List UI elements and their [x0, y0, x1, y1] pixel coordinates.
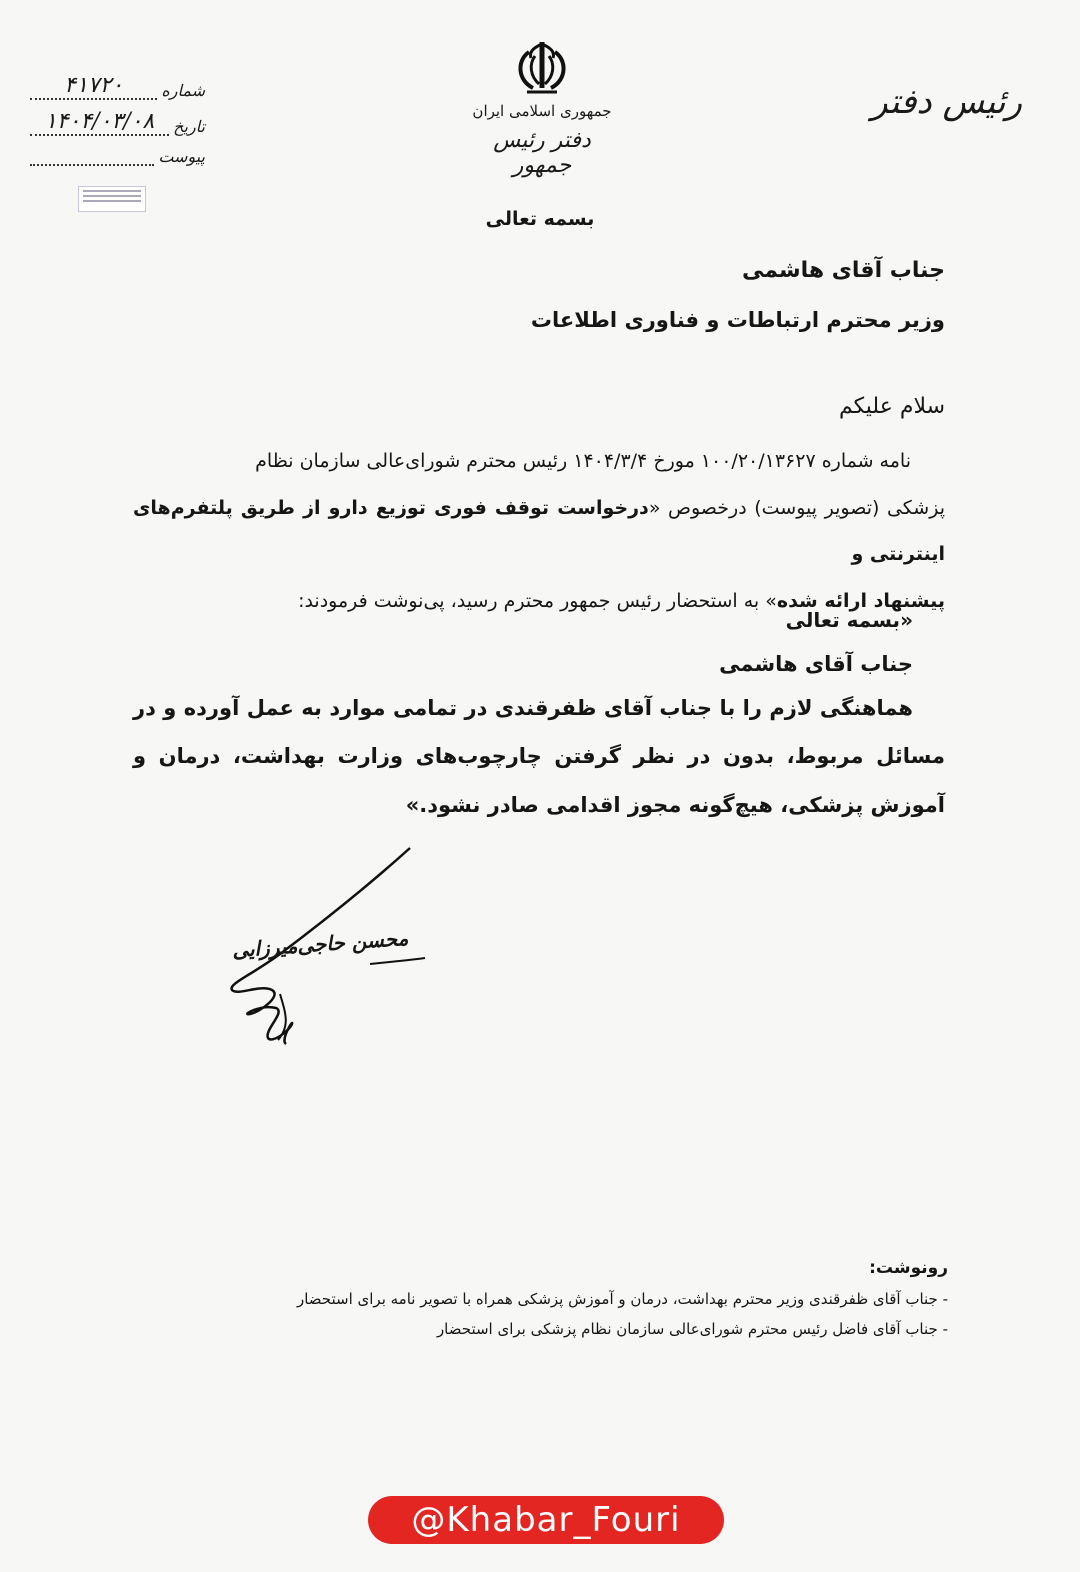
- cc-item: - جناب آقای فاضل رئیس محترم شورای‌عالی سازمان نظام پزشکی برای استحضار: [436, 1320, 948, 1338]
- attachment-label: پیوست: [158, 147, 205, 166]
- addressee-name: جناب آقای هاشمی: [741, 258, 945, 283]
- attachment-value: [30, 164, 154, 166]
- greeting: سلام علیکم: [838, 394, 945, 419]
- president-note: [133, 608, 945, 829]
- attachment-row: [30, 136, 205, 166]
- office-name: دفتر رئیس جمهور: [493, 128, 591, 178]
- note-addressee: جناب آقای هاشمی: [719, 652, 913, 676]
- date-label: تاریخ: [173, 117, 205, 136]
- iran-emblem-icon: [509, 38, 575, 98]
- body-paragraph: [133, 438, 945, 624]
- cc-title: رونوشت:: [869, 1258, 948, 1278]
- note-text: هماهنگی لازم را با جناب آقای ظفرقندی در تمامی موارد به عمل آورده و در مسائل مربوط، بدون در نظر گرفتن چارچوب‌های وزارت بهداشت، درمان و آموزش پزشکی، هیچ‌گونه مجوز اقدامی صادر نشود.»: [133, 696, 945, 817]
- number-value: ۴۱۷۲۰: [30, 74, 157, 100]
- office-head-title: رئیس دفتر: [871, 82, 1022, 122]
- channel-watermark: @Khabar_Fouri: [368, 1496, 724, 1544]
- number-row: [30, 64, 205, 100]
- number-label: شماره: [161, 81, 205, 100]
- letter-meta: [30, 64, 205, 166]
- body-line-1: نامه شماره ۱۰۰/۲۰/۱۳۶۲۷ مورخ ۱۴۰۴/۳/۴ رئیس محترم شورای‌عالی سازمان نظام: [255, 450, 911, 472]
- body-line-3-plain: » به استحضار رئیس جمهور محترم رسید، پی‌نوشت فرمودند:: [298, 589, 777, 612]
- date-value: ۱۴۰۴/۰۳/۰۸: [30, 110, 169, 136]
- cc-list: [128, 1258, 948, 1350]
- cc-item: - جناب آقای ظفرقندی وزیر محترم بهداشت، درمان و آموزش پزشکی همراه با تصویر نامه برای استحضار: [296, 1290, 948, 1308]
- body-line-2-plain: پزشکی (تصویر پیوست) درخصوص «: [648, 496, 945, 519]
- request-subject: درخواست توقف فوری توزیع دارو از طریق پلتفرم‌های اینترنتی و: [133, 496, 945, 566]
- addressee-title: وزیر محترم ارتباطات و فناوری اطلاعات: [530, 308, 945, 332]
- signatory-name: محسن حاجی‌میرزایی: [231, 925, 410, 963]
- government-name: جمهوری اسلامی ایران: [472, 102, 612, 120]
- note-invocation: «بسمه تعالی: [785, 608, 913, 632]
- opening-invocation: بسمه تعالی: [485, 208, 595, 230]
- request-subject-cont: پیشنهاد ارائه شده: [776, 589, 945, 612]
- date-row: [30, 100, 205, 136]
- body-line-2: [133, 485, 945, 578]
- letterhead: [468, 38, 616, 178]
